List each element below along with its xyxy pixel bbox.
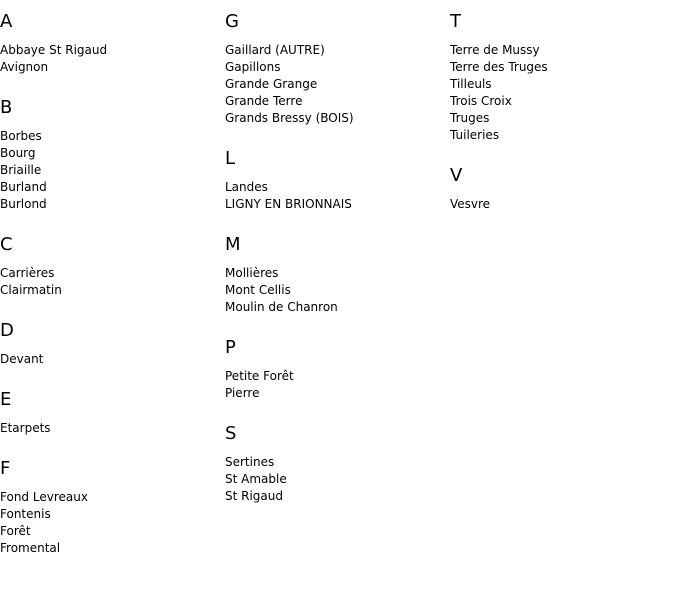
list-item[interactable]: Petite Forêt [225, 369, 294, 383]
letter-heading-m: M [225, 234, 241, 255]
list-item[interactable]: Avignon [0, 60, 49, 74]
letter-group-s [225, 424, 445, 505]
list-item[interactable]: Fromental [0, 541, 61, 555]
list-item[interactable]: Truges [450, 111, 490, 125]
place-list-c [0, 265, 220, 299]
letter-group-f [0, 459, 220, 557]
letter-group-c [0, 235, 220, 299]
index-column-2 [225, 12, 445, 527]
list-item[interactable]: Fontenis [0, 507, 51, 521]
list-item[interactable]: Pierre [225, 386, 260, 400]
list-item[interactable]: Clairmatin [0, 283, 62, 297]
index-column-3 [450, 12, 670, 235]
list-item[interactable]: LIGNY EN BRIONNAIS [225, 197, 352, 211]
place-list-b [0, 128, 220, 213]
list-item[interactable]: Devant [0, 352, 44, 366]
list-item[interactable]: Grande Grange [225, 77, 318, 91]
list-item[interactable]: Tuileries [450, 128, 500, 142]
list-item[interactable]: Carrières [0, 266, 55, 280]
letter-heading-t: T [450, 11, 461, 32]
letter-heading-v: V [450, 165, 463, 186]
place-list-t [450, 42, 670, 144]
letter-group-a [0, 12, 220, 76]
letter-group-g [225, 12, 445, 127]
place-list-p [225, 368, 445, 402]
list-item[interactable]: Abbaye St Rigaud [0, 43, 108, 57]
list-item[interactable]: Moulin de Chanron [225, 300, 338, 314]
letter-heading-g: G [225, 11, 239, 32]
list-item[interactable]: Gapillons [225, 60, 281, 74]
list-item[interactable]: Mollières [225, 266, 279, 280]
list-item[interactable]: Grands Bressy (BOIS) [225, 111, 354, 125]
letter-heading-a: A [0, 11, 13, 32]
list-item[interactable]: Terre de Mussy [450, 43, 540, 57]
list-item[interactable]: Vesvre [450, 197, 491, 211]
letter-heading-c: C [0, 234, 13, 255]
letter-group-d [0, 321, 220, 368]
list-item[interactable]: Trois Croix [450, 94, 512, 108]
letter-heading-b: B [0, 97, 13, 118]
list-item[interactable]: Bourg [0, 146, 36, 160]
place-list-f [0, 489, 220, 557]
place-list-v [450, 196, 670, 213]
place-list-a [0, 42, 220, 76]
letter-group-m [225, 235, 445, 316]
letter-group-l [225, 149, 445, 213]
letter-heading-e: E [0, 389, 12, 410]
letter-heading-f: F [0, 458, 11, 479]
list-item[interactable]: Landes [225, 180, 268, 194]
letter-group-t [450, 12, 670, 144]
list-item[interactable]: Mont Cellis [225, 283, 291, 297]
place-list-g [225, 42, 445, 127]
list-item[interactable]: Burlond [0, 197, 47, 211]
letter-group-v [450, 166, 670, 213]
letter-group-b [0, 98, 220, 213]
list-item[interactable]: Grande Terre [225, 94, 303, 108]
index-column-1 [0, 12, 220, 579]
list-item[interactable]: Tilleuls [450, 77, 492, 91]
list-item[interactable]: Briaille [0, 163, 42, 177]
place-list-m [225, 265, 445, 316]
letter-heading-p: P [225, 337, 236, 358]
place-list-e [0, 420, 220, 437]
list-item[interactable]: Forêt [0, 524, 31, 538]
letter-heading-l: L [225, 148, 236, 169]
list-item[interactable]: St Amable [225, 472, 287, 486]
letter-heading-d: D [0, 320, 14, 341]
list-item[interactable]: St Rigaud [225, 489, 284, 503]
letter-heading-s: S [225, 423, 237, 444]
place-list-s [225, 454, 445, 505]
list-item[interactable]: Burland [0, 180, 47, 194]
list-item[interactable]: Gaillard (AUTRE) [225, 43, 325, 57]
list-item[interactable]: Sertines [225, 455, 275, 469]
list-item[interactable]: Terre des Truges [450, 60, 548, 74]
list-item[interactable]: Fond Levreaux [0, 490, 88, 504]
place-list-d [0, 351, 220, 368]
list-item[interactable]: Borbes [0, 129, 42, 143]
letter-group-p [225, 338, 445, 402]
letter-group-e [0, 390, 220, 437]
list-item[interactable]: Etarpets [0, 421, 51, 435]
place-list-l [225, 179, 445, 213]
